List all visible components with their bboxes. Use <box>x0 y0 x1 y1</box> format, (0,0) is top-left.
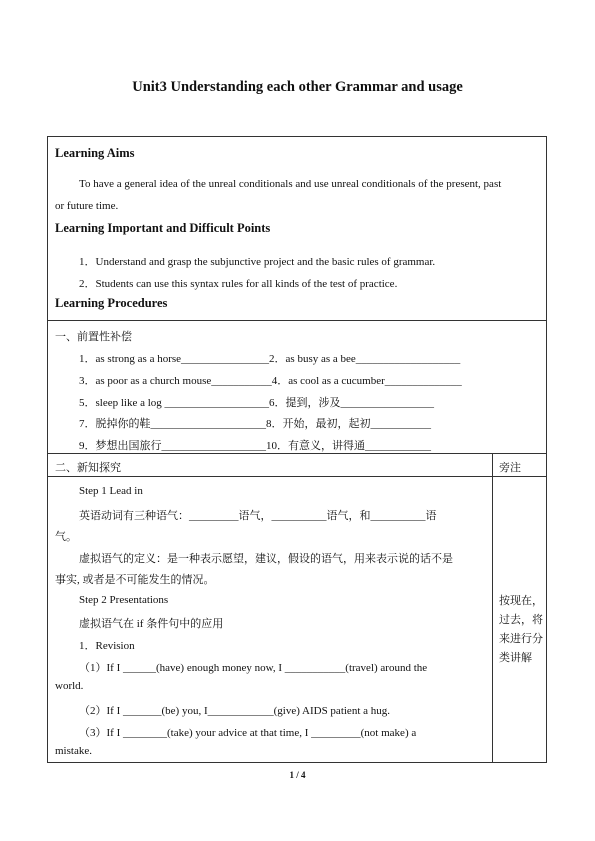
preview-row: 1．as strong as a horse________________2．as busy as a bee___________________ <box>79 353 461 365</box>
procedures-heading: Learning Procedures <box>55 296 168 310</box>
preview-row: 9．梦想出国旅行___________________10．有意义，讲得通____________ <box>79 440 431 452</box>
definition-line1: 虚拟语气的定义：是一种表示愿望，建议，假设的语气，用来表示说的话不是 <box>79 553 453 565</box>
preview-section <box>47 320 547 453</box>
aims-heading: Learning Aims <box>55 146 135 160</box>
preview-row: 3．as poor as a church mouse___________4．as cool as a cucumber______________ <box>79 375 462 387</box>
document-title: Unit3 Understanding each other Grammar and usage <box>132 79 463 95</box>
points-item-1: 1．Understand and grasp the subjunctive project and the basic rules of grammar. <box>79 256 436 268</box>
question-1-line1: （1）If I ______(have) enough money now, I ___________(travel) around the <box>79 662 428 674</box>
moods-question-line2: 气。 <box>55 531 77 543</box>
points-item-2: 2．Students can use this syntax rules for all kinds of the test of practice. <box>79 278 398 290</box>
question-1-line2: world. <box>55 680 84 692</box>
preview-row: 5．sleep like a log ___________________6．提到，涉及_________________ <box>79 397 435 409</box>
revision-title: 1．Revision <box>79 640 135 652</box>
step2-title: Step 2 Presentations <box>79 594 169 606</box>
explore-heading: 二、新知探究 <box>55 462 121 474</box>
question-2: （2）If I _______(be) you, I____________(give) AIDS patient a hug. <box>79 705 391 717</box>
side-notes-heading: 旁注 <box>499 462 521 474</box>
preview-row: 7．脱掉你的鞋_____________________8．开始，最初，起初___________ <box>79 418 431 430</box>
moods-question-line1: 英语动词有三种语气：_________语气，__________语气，和__________语 <box>79 510 437 522</box>
explore-section <box>47 453 547 763</box>
question-3-line2: mistake. <box>55 745 92 757</box>
header-row-divider <box>48 476 546 477</box>
definition-line2: 事实, 或者是不可能发生的情况。 <box>55 574 215 586</box>
step1-title: Step 1 Lead in <box>79 485 143 497</box>
page-number: 1 / 4 <box>289 770 306 780</box>
question-3-line1: （3）If I ________(take) your advice at that time, I _________(not make) a <box>79 727 417 739</box>
aims-section <box>47 136 547 320</box>
side-note-text: 按现在，过去，将来进行分类讲解 <box>499 595 543 664</box>
aims-text-line2: or future time. <box>55 200 119 212</box>
preview-heading: 一、前置性补偿 <box>55 331 132 343</box>
aims-text-line1: To have a general idea of the unreal conditionals and use unreal conditionals of the present, past <box>79 178 502 190</box>
side-column-divider <box>492 454 493 762</box>
usage-title: 虚拟语气在 if 条件句中的应用 <box>79 618 224 630</box>
points-heading: Learning Important and Difficult Points <box>55 221 271 235</box>
